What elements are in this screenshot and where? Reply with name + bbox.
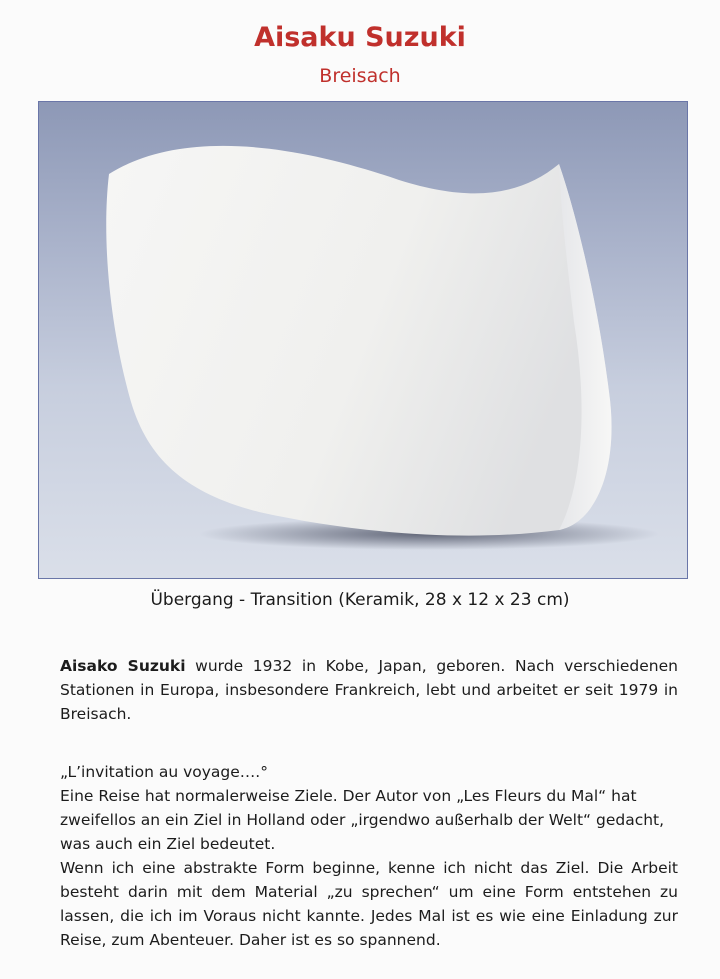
artwork-caption: Übergang - Transition (Keramik, 28 x 12 x 23 cm) [150,590,570,610]
bio-text: wurde 1932 in Kobe, Japan, geboren. Nach verschiedenen Stationen in Europa, insbesondere Frankreich, lebt und arbeitet er seit 1979 in Breisach. [60,657,678,723]
statement-paragraph-1: Eine Reise hat normalerweise Ziele. Der Autor von „Les Fleurs du Mal“ hat zweifellos an ein Ziel in Holland oder „irgendwo außerhalb der Welt“ gedacht, was auch ein Ziel bedeutet. [60,787,665,853]
artist-bio [60,654,678,726]
statement-quote-title: „L’invitation au voyage….° [60,763,268,781]
artist-name: Aisaku Suzuki [254,22,466,53]
artist-statement [60,760,678,952]
artwork-photo [38,101,688,579]
ceramic-sculpture-image [39,102,688,579]
artist-location: Breisach [319,65,401,87]
statement-paragraph-2: Wenn ich eine abstrakte Form beginne, kenne ich nicht das Ziel. Die Arbeit besteht darin mit dem Material „zu sprechen“ um eine Form entstehen zu lassen, die ich im Voraus nicht kannte. Jedes Mal ist es wie eine Einladung zur Reise, zum Abenteuer. Daher ist es so spannend. [60,859,678,949]
bio-name: Aisako Suzuki [60,657,186,675]
